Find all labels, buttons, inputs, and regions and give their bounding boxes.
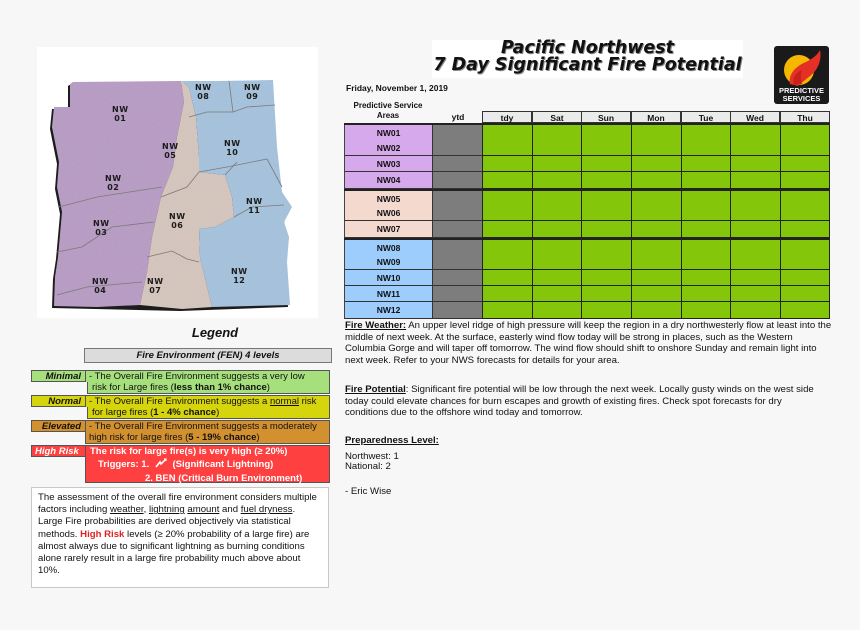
table-row: [344, 302, 830, 319]
table-row: [344, 270, 830, 286]
forecast-cell-Wed: [730, 254, 780, 270]
preparedness-heading: Preparedness Level:: [345, 435, 439, 446]
legend-title: Legend: [191, 325, 239, 340]
author: - Eric Wise: [345, 486, 392, 497]
forecast-cell-tdy: [482, 254, 532, 270]
forecast-cell-Thu: [780, 140, 830, 156]
forecast-cell-Tue: [681, 205, 730, 221]
day-header-6: Thu: [780, 111, 830, 123]
map-label-nw08: NW 08: [195, 83, 212, 101]
forecast-cell-Wed: [730, 205, 780, 221]
forecast-cell-Sat: [532, 156, 581, 172]
forecast-cell-Thu: [780, 156, 830, 172]
flame-icon: [774, 48, 829, 88]
forecast-cell-Sun: [581, 254, 631, 270]
table-row: [344, 221, 830, 238]
level-tag-normal: Normal: [31, 395, 85, 407]
forecast-cell-Tue: [681, 221, 730, 238]
forecast-cell-Thu: [780, 302, 830, 319]
ytd-cell: [432, 254, 482, 270]
forecast-cell-tdy: [482, 270, 532, 286]
page-title: Pacific Northwest 7 Day Significant Fire Potential: [432, 40, 743, 78]
forecast-cell-Sun: [581, 172, 631, 189]
forecast-cell-Tue: [681, 302, 730, 319]
report-date: Friday, November 1, 2019: [346, 83, 448, 93]
day-header-1: Sat: [532, 111, 582, 123]
day-header-5: Wed: [730, 111, 780, 123]
table-row: [344, 205, 830, 221]
map-shapes: [37, 47, 318, 318]
map-label-nw07: NW 07: [147, 277, 164, 295]
forecast-cell-Sun: [581, 156, 631, 172]
map-label-nw01: NW 01: [112, 105, 129, 123]
forecast-cell-Thu: [780, 221, 830, 238]
map-label-nw11: NW 11: [246, 197, 263, 215]
forecast-cell-Thu: [780, 205, 830, 221]
forecast-cell-Sun: [581, 221, 631, 238]
legend-description: The assessment of the overall fire environment considers multiple factors including weather, lightning amount and fuel dryness. Large Fire probabilities are derived objectively via statistical methods. High Risk levels (≥ 20% probability of a large fire) are almost always due to significant lightning as burning conditions alone rarely result in a large fire probability much above about 10%.: [31, 487, 329, 588]
area-cell: NW01: [344, 125, 432, 142]
area-cell: NW12: [344, 302, 432, 319]
pl-northwest: Northwest: 1: [345, 451, 399, 462]
map-label-nw03: NW 03: [93, 219, 110, 237]
table-row: [344, 156, 830, 172]
forecast-cell-Mon: [631, 172, 681, 189]
pnw-region-map: [37, 47, 318, 318]
fire-weather-text: An upper level ridge of high pressure will keep the region in a dry northwesterly flow at least into the middle of next week. At the surface, easterly wind flow today will be strong in places, such as the Western Columbia Gorge and will taper off tomorrow. The wind flow should shift to onshore Sunday and remain light into next week. Refer to your NWS forecasts for details for your area.: [345, 320, 832, 366]
map-label-nw06: NW 06: [169, 212, 186, 230]
lightning-icon: [155, 458, 167, 468]
forecast-cell-Thu: [780, 270, 830, 286]
ytd-cell: [432, 221, 482, 238]
ytd-cell: [432, 270, 482, 286]
fire-weather-heading: Fire Weather:: [345, 320, 407, 331]
level-tag-minimal: Minimal: [31, 370, 85, 382]
forecast-cell-tdy: [482, 140, 532, 156]
area-cell: NW02: [344, 140, 432, 156]
forecast-cell-Mon: [631, 302, 681, 319]
forecast-cell-Mon: [631, 221, 681, 238]
ytd-cell: [432, 172, 482, 189]
forecast-cell-Thu: [780, 172, 830, 189]
area-cell: NW08: [344, 240, 432, 256]
preparedness-levels: [345, 452, 399, 471]
area-cell: NW11: [344, 286, 432, 302]
forecast-cell-Tue: [681, 172, 730, 189]
forecast-cell-Tue: [681, 286, 730, 302]
forecast-cell-Mon: [631, 140, 681, 156]
area-cell: NW03: [344, 156, 432, 172]
map-label-nw05: NW 05: [162, 142, 179, 160]
forecast-cell-Sun: [581, 302, 631, 319]
table-row: [344, 140, 830, 156]
legend-level-minimal: Minimal - The Overall Fire Environment suggests a very low risk for Large fires (less than 1% chance): [31, 370, 330, 394]
forecast-cell-Wed: [730, 221, 780, 238]
forecast-cell-Sat: [532, 254, 581, 270]
table-row: [344, 254, 830, 270]
forecast-cell-Tue: [681, 270, 730, 286]
forecast-cell-Wed: [730, 156, 780, 172]
forecast-cell-Mon: [631, 254, 681, 270]
forecast-cell-tdy: [482, 286, 532, 302]
map-label-nw10: NW 10: [224, 139, 241, 157]
forecast-cell-Wed: [730, 172, 780, 189]
forecast-cell-Sun: [581, 140, 631, 156]
forecast-cell-Wed: [730, 270, 780, 286]
fire-weather-section: [345, 320, 835, 366]
day-header-3: Mon: [631, 111, 681, 123]
fire-potential-section: [345, 384, 825, 419]
map-label-nw02: NW 02: [105, 174, 122, 192]
day-header-0: tdy: [482, 111, 532, 123]
forecast-cell-Sat: [532, 270, 581, 286]
psa-column-header: Predictive Service Areas: [353, 101, 423, 120]
forecast-cell-Sun: [581, 286, 631, 302]
forecast-cell-Tue: [681, 156, 730, 172]
ytd-cell: [432, 205, 482, 221]
ytd-cell: [432, 302, 482, 319]
forecast-cell-Wed: [730, 302, 780, 319]
forecast-cell-Tue: [681, 254, 730, 270]
pl-national: National: 2: [345, 460, 391, 472]
level-tag-elevated: Elevated: [31, 420, 85, 432]
forecast-cell-Mon: [631, 286, 681, 302]
forecast-cell-Sat: [532, 140, 581, 156]
legend-level-elevated: Elevated - The Overall Fire Environment suggests a moderately high risk for large fires (5 - 19% chance): [31, 420, 330, 444]
forecast-cell-Sat: [532, 302, 581, 319]
legend-level-normal: Normal - The Overall Fire Environment suggests a normal risk for large fires (1 - 4% chance): [31, 395, 330, 419]
area-cell: NW05: [344, 191, 432, 207]
legend-level-high-risk: High Risk The risk for large fire(s) is very high (≥ 20%) Triggers: 1. (Significant Lightning) 2. BEN (Critical Burn Environment): [31, 445, 330, 483]
ytd-cell: [432, 286, 482, 302]
area-cell: NW04: [344, 172, 432, 189]
forecast-cell-tdy: [482, 221, 532, 238]
forecast-cell-Sun: [581, 205, 631, 221]
area-cell: NW07: [344, 221, 432, 238]
forecast-cell-Sun: [581, 270, 631, 286]
map-label-nw04: NW 04: [92, 277, 109, 295]
level-minimal-line1: - The Overall Fire Environment suggests a very low: [89, 371, 305, 382]
forecast-cell-tdy: [482, 172, 532, 189]
map-label-nw09: NW 09: [244, 83, 261, 101]
day-header-2: Sun: [581, 111, 631, 123]
area-cell: NW10: [344, 270, 432, 286]
ytd-header: ytd: [451, 112, 465, 122]
forecast-cell-Mon: [631, 205, 681, 221]
forecast-cell-Thu: [780, 286, 830, 302]
forecast-cell-Mon: [631, 270, 681, 286]
forecast-cell-Sat: [532, 221, 581, 238]
forecast-cell-Sat: [532, 172, 581, 189]
table-row: [344, 286, 830, 302]
fen-levels-header: Fire Environment (FEN) 4 levels: [84, 348, 332, 363]
forecast-cell-tdy: [482, 205, 532, 221]
area-cell: NW09: [344, 254, 432, 270]
forecast-cell-tdy: [482, 156, 532, 172]
ytd-cell: [432, 140, 482, 156]
forecast-cell-Sat: [532, 205, 581, 221]
map-label-nw12: NW 12: [231, 267, 248, 285]
forecast-cell-Mon: [631, 156, 681, 172]
forecast-cell-Wed: [730, 286, 780, 302]
predictive-services-logo: PREDICTIVE SERVICES: [774, 46, 829, 104]
fire-potential-text: : Significant fire potential will be low through the next week. Locally gusty winds on the west side today could elevate chances for burn escapes and growth of existing fires. Check spot forecasts for dry conditions due to the offshore wind today and tomorrow.: [345, 384, 814, 419]
ytd-cell: [432, 156, 482, 172]
forecast-cell-Tue: [681, 140, 730, 156]
forecast-cell-tdy: [482, 302, 532, 319]
area-cell: NW06: [344, 205, 432, 221]
forecast-cell-Wed: [730, 140, 780, 156]
day-header-4: Tue: [681, 111, 731, 123]
forecast-cell-Thu: [780, 254, 830, 270]
level-tag-high-risk: High Risk: [31, 445, 85, 457]
forecast-cell-Sat: [532, 286, 581, 302]
table-row: [344, 172, 830, 189]
fire-potential-heading: Fire Potential: [345, 384, 406, 395]
